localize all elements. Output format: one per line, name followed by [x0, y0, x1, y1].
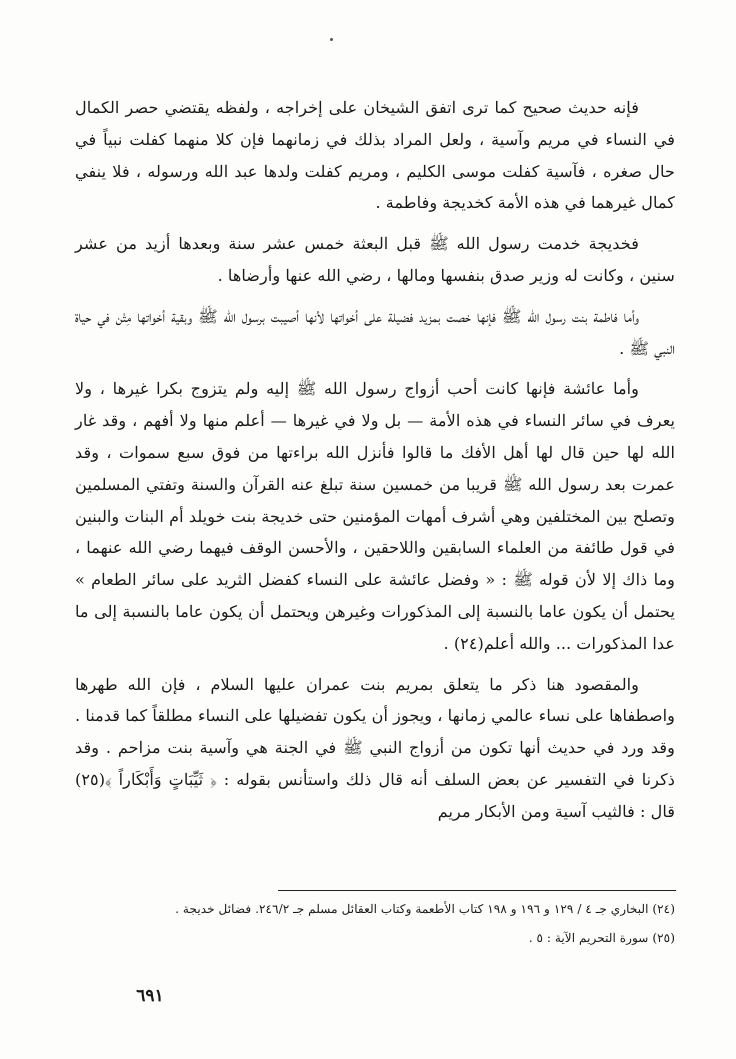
text-line: حصر الكمال في النساء في مريم وآسية ، ولعل المراد بذلك في زمانهما فإن كلا	[75, 98, 675, 149]
text-line: فخديجة خدمت رسول الله ﷺ قبل البعثة خمس عشر سنة وبعدها أزيد من	[116, 234, 639, 254]
text-line: منهما كفلت نبياً في حال صغره ، فآسية كفلت موسى الكليم ، ومريم كفلت	[75, 129, 675, 181]
text-line: المؤمنين حتى خديجة بنت خويلد أم البنات والبنين في قول طائفة من العلماء	[75, 506, 675, 558]
text-line: عشر سنين ، وكانت له وزير صدق بنفسها ومالها ، رضي الله عنها وأرضاها .	[75, 234, 675, 285]
page-number: ٦٩١	[136, 986, 164, 1006]
footnotes	[75, 898, 675, 950]
footnote-divider	[278, 890, 676, 891]
text-line: فإنه حديث صحيح كما ترى اتفق الشيخان على إخراجه ، ولفظه يقتضي	[164, 98, 639, 117]
text-line: غيرها ، ولا يعرف في سائر النساء في هذه الأمة — بل ولا في غيرها — أعلم منها	[75, 379, 676, 431]
text-line: عنه القرآن والسنة وتفتي المسلمين وتصلح بين المختلفين وهي أشرف أمهات	[75, 474, 675, 526]
text-line: ولدها عبد الله ورسوله ، فلا ينفي كمال غيرهما في هذه الأمة كخديجة وفاطمة .	[75, 161, 675, 213]
text-line: وأما عائشة فإنها كانت أحب أزواج رسول الله ﷺ إليه ولم يتزوج بكرا	[156, 379, 639, 399]
paragraph-aisha	[75, 373, 675, 659]
paragraph-perfection	[75, 92, 675, 219]
text-line: ولا أفهم ، وقد غار الله لها حين قال لها أهل الأفك ما قالوا فأنزل الله براءتها من	[75, 411, 675, 462]
text-line: السابقين واللاحقين ، والأحسن الوقف فيهما رضي الله عنهما ، وما ذاك إلا لأن	[75, 538, 675, 590]
ink-speck	[330, 38, 333, 41]
text-line: قوله ﷺ : « وفضل عائشة على النساء كفضل الثريد على سائر الطعام » يحتمل	[75, 570, 675, 621]
footnote-24: (٢٤) البخاري جـ ٤ / ١٢٩ و ١٩٦ و ١٩٨ كتاب الأطعمة وكتاب العقائل مسلم جـ ٢٤٦/٢. فضائل خديجة .	[175, 902, 675, 916]
text-line: والمقصود هنا ذكر ما يتعلق بمريم بنت عمران عليها السلام ، فإن الله	[127, 674, 639, 694]
text-line: واستأنس بقوله : ﴿ ثَيِّبَاتٍ وَأَبْكَاراً ﴾(٢٥) قال : فالثيب آسية ومن الأبكار مريم	[75, 769, 675, 821]
footnote-25: (٢٥) سورة التحريم الآية : ٥ .	[528, 931, 675, 945]
paragraph-fatima	[75, 301, 675, 365]
paragraph-khadija	[75, 228, 675, 292]
text-line: أصيبت برسول الله ﷺ وبقية أخواتها مِتْن في حياة النبي ﷺ .	[75, 306, 675, 358]
text-line: وأما فاطمة بنت رسول الله ﷺ فإنها خصت بمزيد فضيلة على أخواتها لأنها	[305, 306, 639, 326]
main-text	[75, 92, 675, 828]
text-line: أن يكون عاما بالنسبة إلى المذكورات وغيرهن ويحتمل أن يكون عاما بالنسبة إلى	[94, 601, 629, 621]
text-line: مطلقاً كما قدمنا . وقد ورد في حديث أنها تكون من أزواج النبي ﷺ في الجنة	[75, 706, 675, 758]
text-line: هي وآسية بنت مزاحم . وقد ذكرنا في التفسير عن بعض السلف أنه قال ذلك	[75, 738, 675, 789]
text-line: طهرها واصطفاها على نساء عالمي زمانها ، ويجوز أن يكون تفضيلها على النساء	[75, 674, 676, 726]
text-line: فوق سبع سموات ، وقد عمرت بعد رسول الله ﷺ قريبا من خمسين سنة تبلغ	[75, 442, 676, 494]
text-line: ما عدا المذكورات ... والله أعلم(٢٤) .	[75, 601, 675, 653]
paragraph-maryam	[75, 669, 675, 828]
